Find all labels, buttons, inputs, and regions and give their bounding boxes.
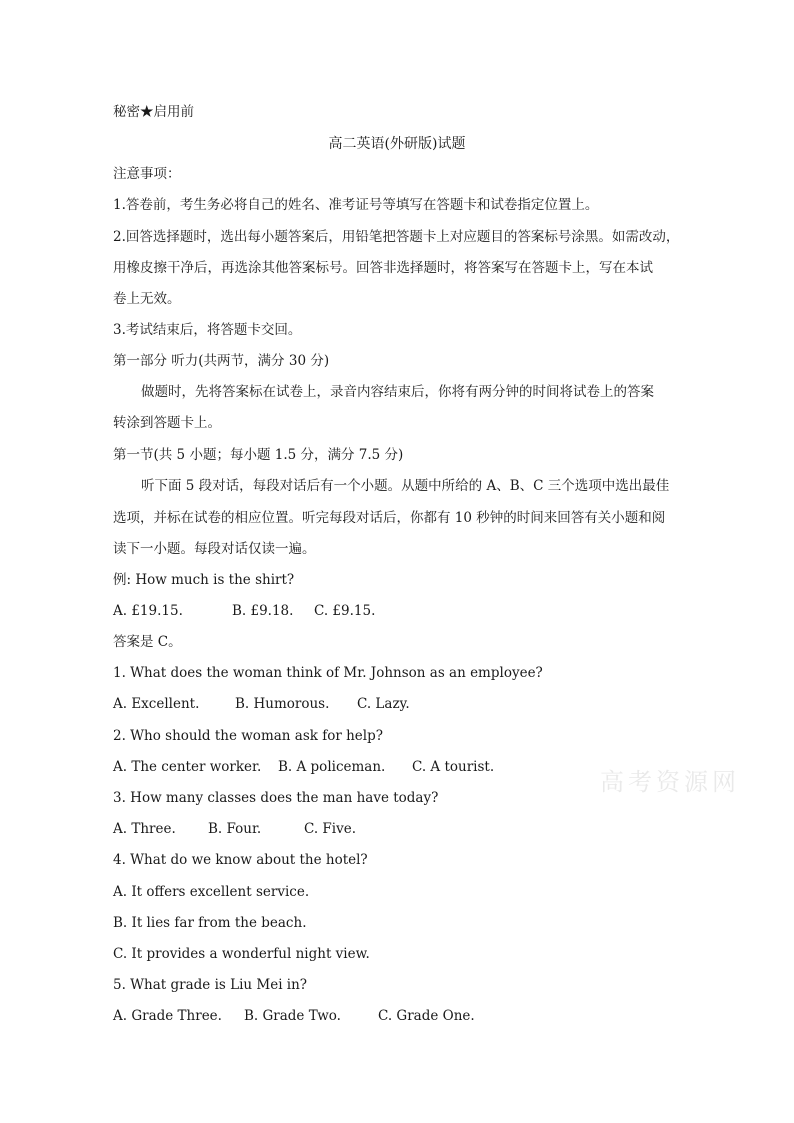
example-answer: 答案是 C。 — [113, 634, 182, 650]
section1-instr-line-2: 选项，并标在试卷的相应位置。听完每段对话后，你都有 10 秒钟的时间来回答有关小题和阅 — [113, 510, 666, 526]
example-option-b: B. £9.18. — [232, 603, 294, 619]
question-2-option-a: A. The center worker. — [113, 759, 262, 775]
question-2-option-c: C. A tourist. — [412, 759, 495, 775]
question-4-option-b: B. It lies far from the beach. — [113, 915, 307, 931]
example-option-a: A. £19.15. — [113, 603, 183, 619]
question-5-option-c: C. Grade One. — [378, 1008, 475, 1024]
notice-item-2-line-2: 用橡皮擦干净后，再选涂其他答案标号。回答非选择题时，将答案写在答题卡上，写在本试 — [113, 260, 653, 276]
question-3-option-a: A. Three. — [113, 821, 176, 837]
notice-item-1: 1.答卷前，考生务必将自己的姓名、准考证号等填写在答题卡和试卷指定位置上。 — [113, 197, 599, 213]
question-1-option-a: A. Excellent. — [113, 696, 200, 712]
question-5-text: 5. What grade is Liu Mei in? — [113, 977, 308, 993]
question-5-option-b: B. Grade Two. — [244, 1008, 341, 1024]
notice-heading: 注意事项： — [113, 166, 181, 182]
exam-title: 高二英语(外研版)试题 — [328, 136, 466, 152]
example-option-c: C. £9.15. — [314, 603, 376, 619]
notice-item-2-line-1: 2.回答选择题时，选出每小题答案后，用铅笔把答题卡上对应题目的答案标号涂黑。如需改动， — [113, 229, 680, 245]
question-2-options — [113, 757, 494, 777]
question-3-text: 3. How many classes does the man have today? — [113, 790, 439, 806]
question-5-option-a: A. Grade Three. — [113, 1008, 222, 1024]
question-3-option-b: B. Four. — [208, 821, 262, 837]
section1-heading: 第一节(共 5 小题；每小题 1.5 分，满分 7.5 分) — [113, 447, 404, 463]
part1-intro-line-2: 转涂到答题卡上。 — [113, 415, 221, 431]
section1-instr-line-3: 读下一小题。每段对话仅读一遍。 — [113, 541, 316, 557]
watermark: 高考资源网 — [600, 768, 740, 796]
question-4-text: 4. What do we know about the hotel? — [113, 852, 368, 868]
question-4-option-a: A. It offers excellent service. — [113, 884, 310, 900]
secret-label: 秘密★启用前 — [113, 104, 194, 120]
part1-intro-line-1: 做题时，先将答案标在试卷上，录音内容结束后，你将有两分钟的时间将试卷上的答案 — [141, 384, 654, 400]
question-4-option-c: C. It provides a wonderful night view. — [113, 946, 370, 962]
question-1-option-b: B. Humorous. — [235, 696, 330, 712]
question-5-options — [113, 1006, 475, 1026]
question-2-option-b: B. A policeman. — [278, 759, 386, 775]
example-options — [113, 601, 375, 621]
question-2-text: 2. Who should the woman ask for help? — [113, 728, 383, 744]
example-question: 例: How much is the shirt? — [113, 572, 295, 588]
question-1-text: 1. What does the woman think of Mr. Johnson as an employee? — [113, 665, 543, 681]
question-3-option-c: C. Five. — [304, 821, 357, 837]
question-1-options — [113, 694, 410, 714]
notice-item-2-line-3: 卷上无效。 — [113, 291, 181, 307]
notice-item-3: 3.考试结束后，将答题卡交回。 — [113, 322, 302, 338]
question-3-options — [113, 819, 356, 839]
question-1-option-c: C. Lazy. — [357, 696, 410, 712]
section1-instr-line-1: 听下面 5 段对话，每段对话后有一个小题。从题中所给的 A、B、C 三个选项中选出最佳 — [141, 478, 670, 494]
part1-heading: 第一部分 听力(共两节，满分 30 分) — [113, 353, 330, 369]
